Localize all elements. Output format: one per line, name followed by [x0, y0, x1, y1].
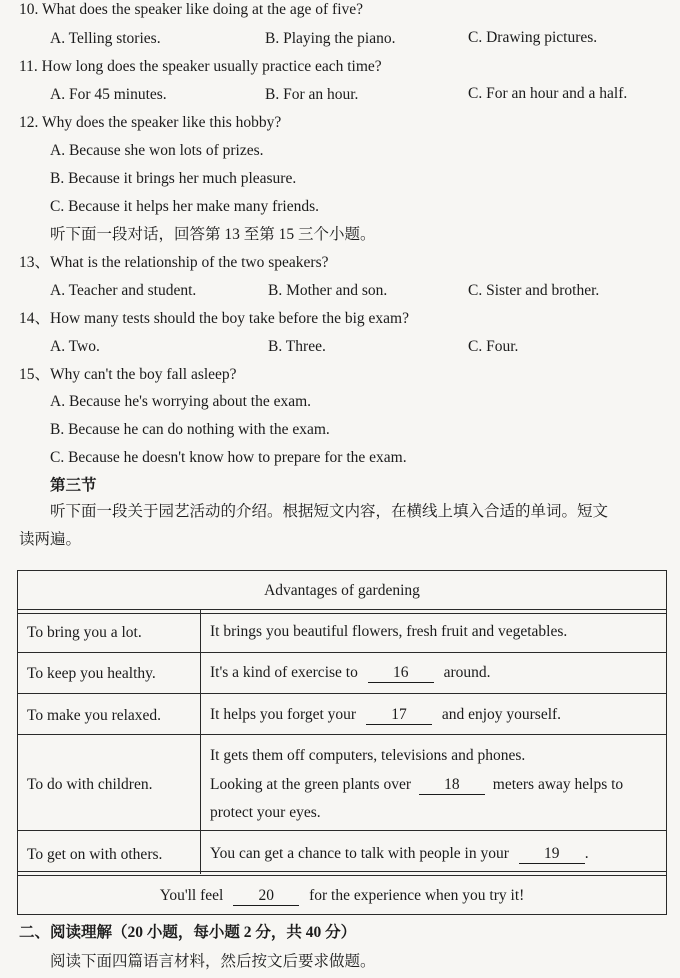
- row-1-detail: It brings you beautiful flowers, fresh fruit and vegetables.: [210, 623, 568, 640]
- row-4-detail-line-2: [210, 775, 623, 795]
- section-3-title: 第三节: [50, 477, 97, 494]
- section-3-instruction: 听下面一段关于园艺活动的介绍。根据短文内容，在横线上填入合适的单词。短文: [50, 503, 609, 520]
- row-4-text-before: Looking at the green plants over: [210, 776, 412, 793]
- q13-option-c: C. Sister and brother.: [468, 282, 600, 299]
- q14-option-c: C. Four.: [468, 338, 519, 355]
- q15-option-a: A. Because he's worrying about the exam.: [50, 393, 312, 410]
- q11-option-c: C. For an hour and a half.: [468, 85, 628, 102]
- row-4-advantage: To do with children.: [27, 776, 153, 793]
- q13-option-a: A. Teacher and student.: [50, 282, 197, 299]
- q10-option-a: A. Telling stories.: [50, 30, 161, 47]
- table-divider: [18, 693, 666, 694]
- question-15: 15、Why can't the boy fall asleep?: [19, 366, 237, 383]
- table-divider: [18, 734, 666, 735]
- blank-18[interactable]: 18: [419, 776, 485, 795]
- blank-16[interactable]: 16: [368, 664, 434, 683]
- row-5-text-after: .: [584, 845, 589, 862]
- gardening-table: [17, 570, 667, 915]
- table-header: Advantages of gardening: [264, 582, 420, 599]
- row-3-text-after: and enjoy yourself.: [441, 706, 562, 723]
- table-divider: [18, 609, 666, 610]
- q15-option-b: B. Because he can do nothing with the exam.: [50, 421, 330, 438]
- row-2-text-after: around.: [443, 664, 491, 681]
- row-3-text-before: It helps you forget your: [210, 706, 357, 723]
- blank-17[interactable]: 17: [366, 706, 432, 725]
- q15-option-c: C. Because he doesn't know how to prepare for the exam.: [50, 449, 407, 466]
- footer-text-after: for the experience when you try it!: [309, 887, 525, 904]
- instruction-13-15: 听下面一段对话，回答第 13 至第 15 三个小题。: [50, 226, 376, 243]
- row-4-detail-line-1: It gets them off computers, televisions and phones.: [210, 747, 526, 764]
- row-5-advantage: To get on with others.: [27, 846, 163, 863]
- question-13: 13、What is the relationship of the two speakers?: [19, 254, 329, 271]
- row-5-text-before: You can get a chance to talk with people in your: [210, 845, 509, 862]
- part-2-title: 二、阅读理解（20 小题，每小题 2 分，共 40 分）: [19, 924, 357, 941]
- table-divider: [18, 652, 666, 653]
- footer-text-before: You'll feel: [159, 887, 224, 904]
- table-divider: [18, 871, 666, 872]
- row-2-detail: [210, 663, 491, 683]
- q11-option-a: A. For 45 minutes.: [50, 86, 167, 103]
- section-3-instruction-cont: 读两遍。: [19, 531, 82, 548]
- table-footer: [18, 886, 666, 906]
- row-2-advantage: To keep you healthy.: [27, 665, 156, 682]
- question-12: 12. Why does the speaker like this hobby?: [19, 114, 282, 131]
- row-4-text-after: meters away helps to: [492, 776, 624, 793]
- q14-option-b: B. Three.: [268, 338, 326, 355]
- question-10: 10. What does the speaker like doing at the age of five?: [19, 1, 364, 18]
- q12-option-c: C. Because it helps her make many friends.: [50, 198, 320, 215]
- q13-option-b: B. Mother and son.: [268, 282, 388, 299]
- table-divider: [18, 830, 666, 831]
- q10-option-c: C. Drawing pictures.: [468, 29, 598, 46]
- blank-19[interactable]: 19: [519, 845, 585, 864]
- table-column-divider: [200, 610, 201, 874]
- q11-option-b: B. For an hour.: [265, 86, 359, 103]
- row-1-advantage: To bring you a lot.: [27, 624, 142, 641]
- row-4-detail-line-3: protect your eyes.: [210, 804, 321, 821]
- row-3-detail: [210, 705, 561, 725]
- q14-option-a: A. Two.: [50, 338, 100, 355]
- q10-option-b: B. Playing the piano.: [265, 30, 396, 47]
- blank-20[interactable]: 20: [233, 887, 299, 906]
- q12-option-b: B. Because it brings her much pleasure.: [50, 170, 297, 187]
- row-5-detail: [210, 844, 589, 864]
- part-2-instruction: 阅读下面四篇语言材料，然后按文后要求做题。: [50, 953, 376, 970]
- question-14: 14、How many tests should the boy take before the big exam?: [19, 310, 409, 327]
- q12-option-a: A. Because she won lots of prizes.: [50, 142, 264, 159]
- row-2-text-before: It's a kind of exercise to: [210, 664, 358, 681]
- question-11: 11. How long does the speaker usually practice each time?: [19, 58, 382, 75]
- row-3-advantage: To make you relaxed.: [27, 707, 162, 724]
